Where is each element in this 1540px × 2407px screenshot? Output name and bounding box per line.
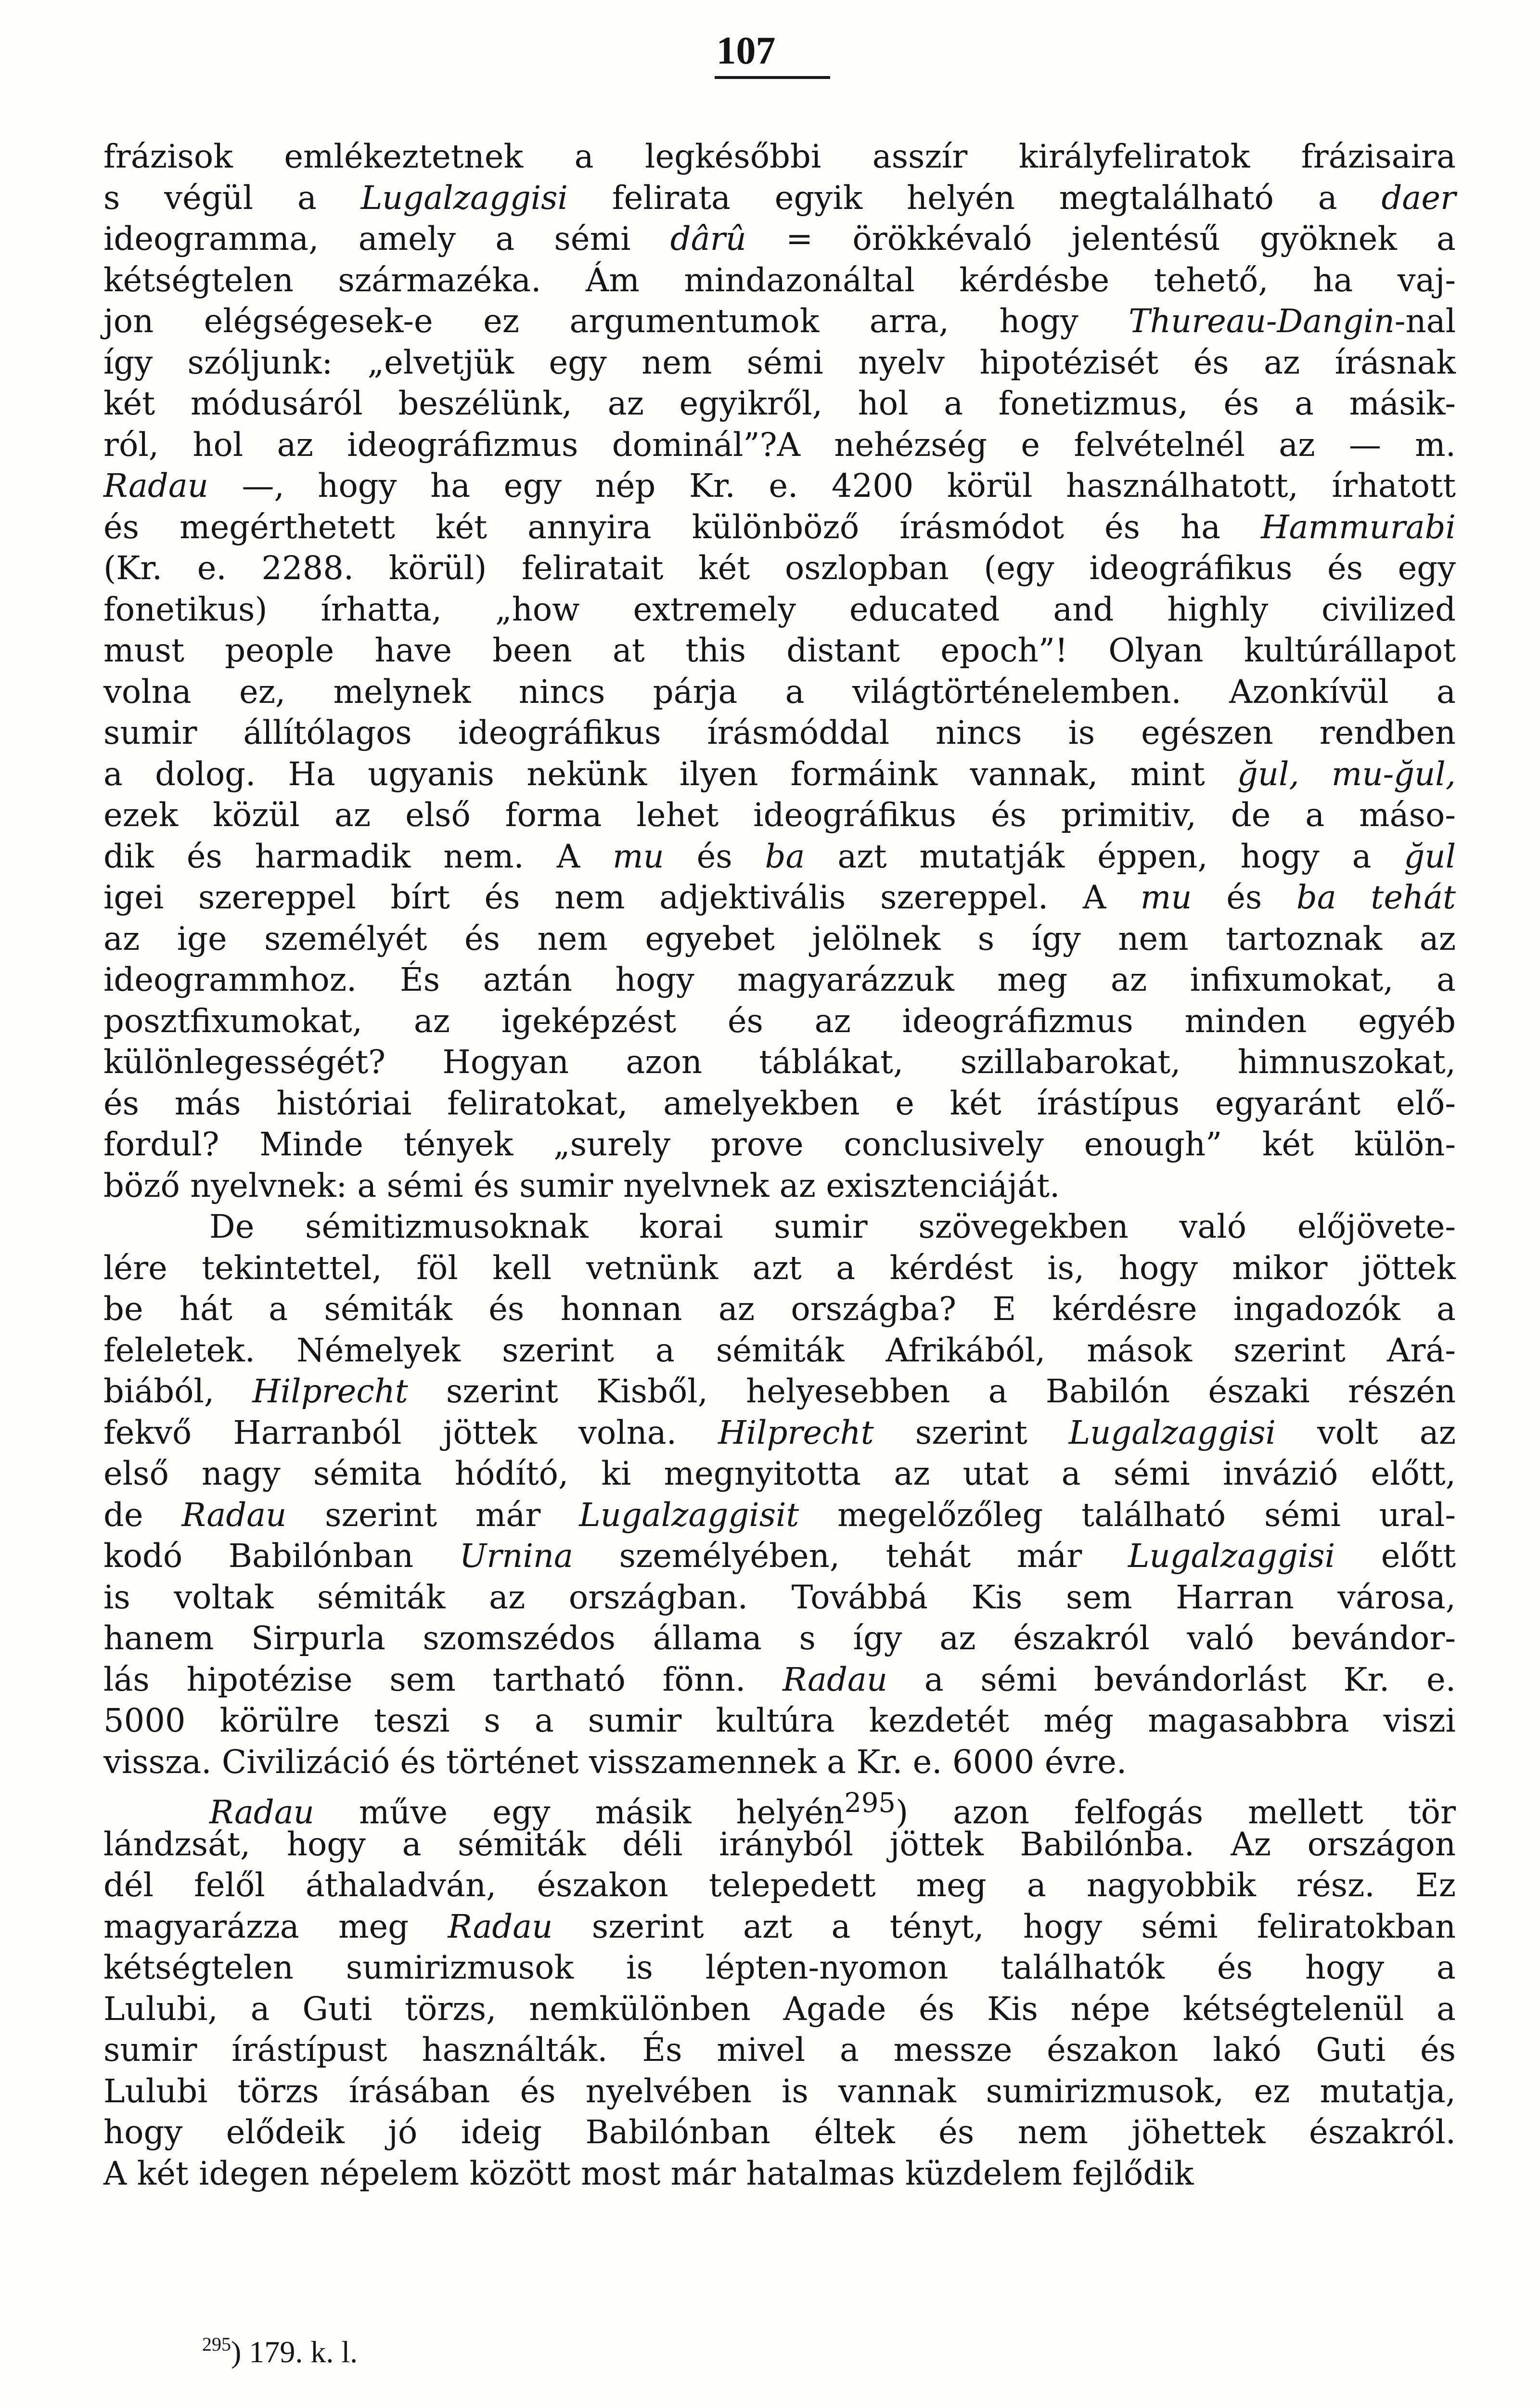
text-line [103,301,1456,342]
text-run: hogy elődeik jó ideig Babilónban éltek és nem jöhettek északról. [103,2113,1456,2151]
italic-run: Hammurabi [1261,508,1456,546]
text-run: fonetikus) írhatta, „how extremely educated and highly civilized [103,590,1456,628]
text-run: sumir írástípust használták. És mivel a messze északon lakó Guti és [103,2031,1456,2069]
text-run: kétségtelen származéka. Ám mindazonáltal kérdésbe tehető, ha vaj- [103,261,1456,299]
text-run: első nagy sémita hódító, ki megnyitotta az utat a sémi invázió előtt, [103,1455,1456,1492]
text-run: feleletek. Némelyek szerint a sémiták Afrikából, mások szerint Ará- [103,1331,1456,1369]
text-line [103,919,1456,960]
text-run: must people have been at this distant epoch”! Olyan kultúrállapot [103,632,1456,669]
italic-run: Radau [448,1907,553,1945]
text-run: hanem Sirpurla szomszédos állama s így az északról való bevándor- [103,1619,1456,1657]
text-run: ideogrammhoz. És aztán hogy magyarázzuk meg az infixumokat, a [103,961,1456,998]
text-line [103,1742,1456,1783]
italic-run: Radau [181,1496,287,1534]
text-line [103,1165,1456,1207]
text-line [103,219,1456,260]
text-run: —, hogy ha egy nép Kr. e. 4200 körül használhatott, írhatott [208,467,1456,505]
text-run: a dolog. Ha ugyanis nekünk ilyen formáink vannak, mint [103,755,1237,793]
text-run: biából, [103,1372,253,1410]
text-run: és megérthetett két annyira különböző írásmódot és ha [103,508,1261,546]
text-run: lás hipotézise sem tartható fönn. [103,1660,783,1698]
text-line [103,630,1456,672]
text-run: az ige személyét és nem egyebet jelölnek s így nem tartoznak az [103,919,1456,958]
text-run: A két idegen népelem között most már hatalmas küzdelem fejlődik [103,2154,1194,2192]
italic-run: Urnina [459,1537,573,1575]
text-run: a sémi bevándorlást Kr. e. [887,1660,1456,1698]
text-run: előtt [1335,1537,1456,1575]
text-line [103,1865,1456,1906]
italic-run: ba tehát [1296,879,1456,916]
text-line [103,589,1456,631]
text-run: ideogramma, amely a sémi [103,220,670,258]
text-line [103,1371,1456,1412]
italic-run: ba [765,837,805,875]
italic-run: Hilprecht [252,1372,408,1410]
text-run: lére tekintettel, föl kell vetnünk azt a kérdést is, hogy mikor jöttek [103,1249,1456,1287]
text-run: kétségtelen sumirizmusok is lépten-nyomon találhatók és hogy a [103,1949,1456,1986]
text-line [103,1412,1456,1454]
text-line [103,1618,1456,1659]
text-run: különlegességét? Hogyan azon táblákat, szillabarokat, himnuszokat, [103,1043,1456,1081]
italic-run: Thureau-Dangin [1129,302,1395,340]
italic-run: mu [613,837,664,875]
text-run: lándzsát, hogy a sémiták déli irányból jöttek Babilónba. Az országon [103,1825,1456,1863]
footnote [202,2325,358,2371]
text-line [103,959,1456,1001]
italic-run: dârû [670,220,746,258]
text-line [103,1906,1456,1948]
text-line [103,1289,1456,1330]
footnote-reference: 295 [844,1787,896,1819]
text-line [103,877,1456,919]
text-run: ezek közül az első forma lehet ideográfikus és primitiv, de a máso- [103,796,1456,834]
text-line [103,136,1456,178]
text-line [103,1330,1456,1372]
text-run: Lulubi törzs írásában és nyelvében is vannak sumirizmusok, ez mutatja, [103,2072,1456,2110]
text-run: megelőzőleg található sémi ural- [799,1496,1456,1534]
text-run: szerint [873,1413,1069,1451]
text-run: posztfixumokat, az igeképzést és az ideográfizmus minden egyéb [103,1002,1456,1040]
text-run: szerint azt a tényt, hogy sémi feliratokban [552,1907,1456,1945]
text-line [103,1453,1456,1495]
italic-run: Lugalzaggisit [579,1496,799,1534]
text-line [103,1536,1456,1577]
text-run: s végül a [103,179,361,217]
text-run: így szóljunk: „elvetjük egy nem sémi nyelv hipotézisét és az írásnak [103,343,1456,381]
italic-run: ğul [1404,837,1456,875]
italic-run: Radau [783,1660,887,1698]
text-run: fekvő Harranból jöttek volna. [103,1413,719,1451]
italic-run: Hilprecht [718,1413,874,1451]
text-run: és más históriai feliratokat, amelyekben e két írástípus egyaránt elő- [103,1084,1456,1122]
text-run: 5000 körülre teszi s a sumir kultúra kezdetét még magasabbra viszi [103,1702,1456,1739]
page-number-underline [715,76,830,79]
text-line [103,1824,1456,1865]
text-run: dél felől áthaladván, északon telepedett meg a nagyobbik rész. Ez [103,1866,1456,1904]
text-line [103,466,1456,507]
text-line [103,1042,1456,1083]
text-run: volna ez, melynek nincs párja a világtörténelemben. Azonkívül a [103,673,1456,711]
footnote-marker: 295 [202,2333,231,2355]
text-run: felirata egyik helyén megtalálható a [567,179,1382,217]
text-run: személyében, tehát már [573,1537,1128,1575]
text-line [103,425,1456,466]
text-run: sumir állítólagos ideográfikus írásmóddal nincs is egészen rendben [103,714,1456,751]
text-run: szerint már [286,1496,579,1534]
italic-run: Radau [103,467,208,505]
text-run: műve egy másik helyén [314,1793,845,1831]
text-line [103,795,1456,836]
text-run: magyarázza meg [103,1907,448,1945]
text-run: (Kr. e. 2288. körül) feliratait két oszlopban (egy ideográfikus és egy [103,549,1456,587]
text-line [103,1248,1456,1289]
text-line [103,383,1456,425]
body-text [103,136,1456,2194]
text-line [103,1495,1456,1536]
page-number: 107 [716,28,776,72]
text-run: kodó Babilónban [103,1537,460,1575]
italic-run: Lugalzaggisi [1128,1537,1335,1575]
text-line [103,1083,1456,1125]
text-line [103,2071,1456,2112]
italic-run: Lugalzaggisi [360,179,568,217]
text-run: = örökkévaló jelentésű gyöknek a [746,220,1456,258]
text-line [103,754,1456,795]
text-run: Lulubi, a Guti törzs, nemkülönben Agade és Kis népe kétségtelenül a [103,1990,1456,2028]
text-line [103,836,1456,878]
italic-run: Lugalzaggisi [1068,1413,1276,1451]
text-line [103,1124,1456,1165]
text-run: és [1192,879,1296,916]
italic-run: mu [1140,879,1192,916]
italic-run: ğul, mu-ğul, [1237,755,1456,793]
text-line [103,2030,1456,2071]
text-line [103,1947,1456,1989]
text-run: be hát a sémiták és honnan az országba? E kérdésre ingadozók a [103,1290,1456,1328]
text-line [103,672,1456,713]
text-run: is voltak sémiták az országban. Továbbá Kis sem Harran városa, [103,1578,1456,1616]
footnote-text: ) 179. k. l. [231,2335,358,2369]
text-line [103,1577,1456,1618]
text-run: két módusáról beszélünk, az egyikről, hol a fonetizmus, és a másik- [103,385,1456,422]
text-run: böző nyelvnek: a sémi és sumir nyelvnek az exisztenciáját. [103,1166,1060,1204]
text-run: de [103,1496,182,1534]
text-line [103,342,1456,384]
text-line [103,260,1456,301]
text-line [103,548,1456,589]
text-line [103,507,1456,548]
text-line [103,1659,1456,1701]
text-line [103,2153,1456,2195]
text-line [103,178,1456,219]
text-run: volt az [1275,1413,1456,1451]
text-run: igei szereppel bírt és nem adjektivális szereppel. A [103,879,1141,916]
text-line [103,1989,1456,2030]
text-run: vissza. Civilizáció és történet visszamennek a Kr. e. 6000 évre. [103,1743,1127,1781]
text-line [103,1001,1456,1042]
text-line [103,1783,1456,1831]
text-line [103,1206,1456,1248]
text-run: fordul? Minde tények „surely prove conclusively enough” két külön- [103,1126,1456,1163]
text-line [103,2112,1456,2153]
text-run: és [664,837,765,875]
text-run: ) azon felfogás mellett tör [895,1793,1456,1831]
text-run: frázisok emlékeztetnek a legkésőbbi asszír királyfeliratok frázisaira [103,138,1456,175]
text-run: szerint Kisből, helyesebben a Babilón északi részén [408,1372,1456,1410]
text-run: ról, hol az ideográfizmus dominál”?A nehézség e felvételnél az — m. [103,426,1456,464]
italic-run: daer [1381,179,1456,217]
text-line [103,712,1456,754]
text-run: -nal [1394,302,1456,340]
italic-run: Radau [209,1793,314,1831]
text-run: De sémitizmusoknak korai sumir szövegekben való előjövete- [209,1208,1456,1245]
text-run: azt mutatják éppen, hogy a [805,837,1404,875]
text-run: dik és harmadik nem. A [103,837,613,875]
text-line [103,1700,1456,1742]
text-run: jon elégségesek-e ez argumentumok arra, hogy [103,302,1129,340]
